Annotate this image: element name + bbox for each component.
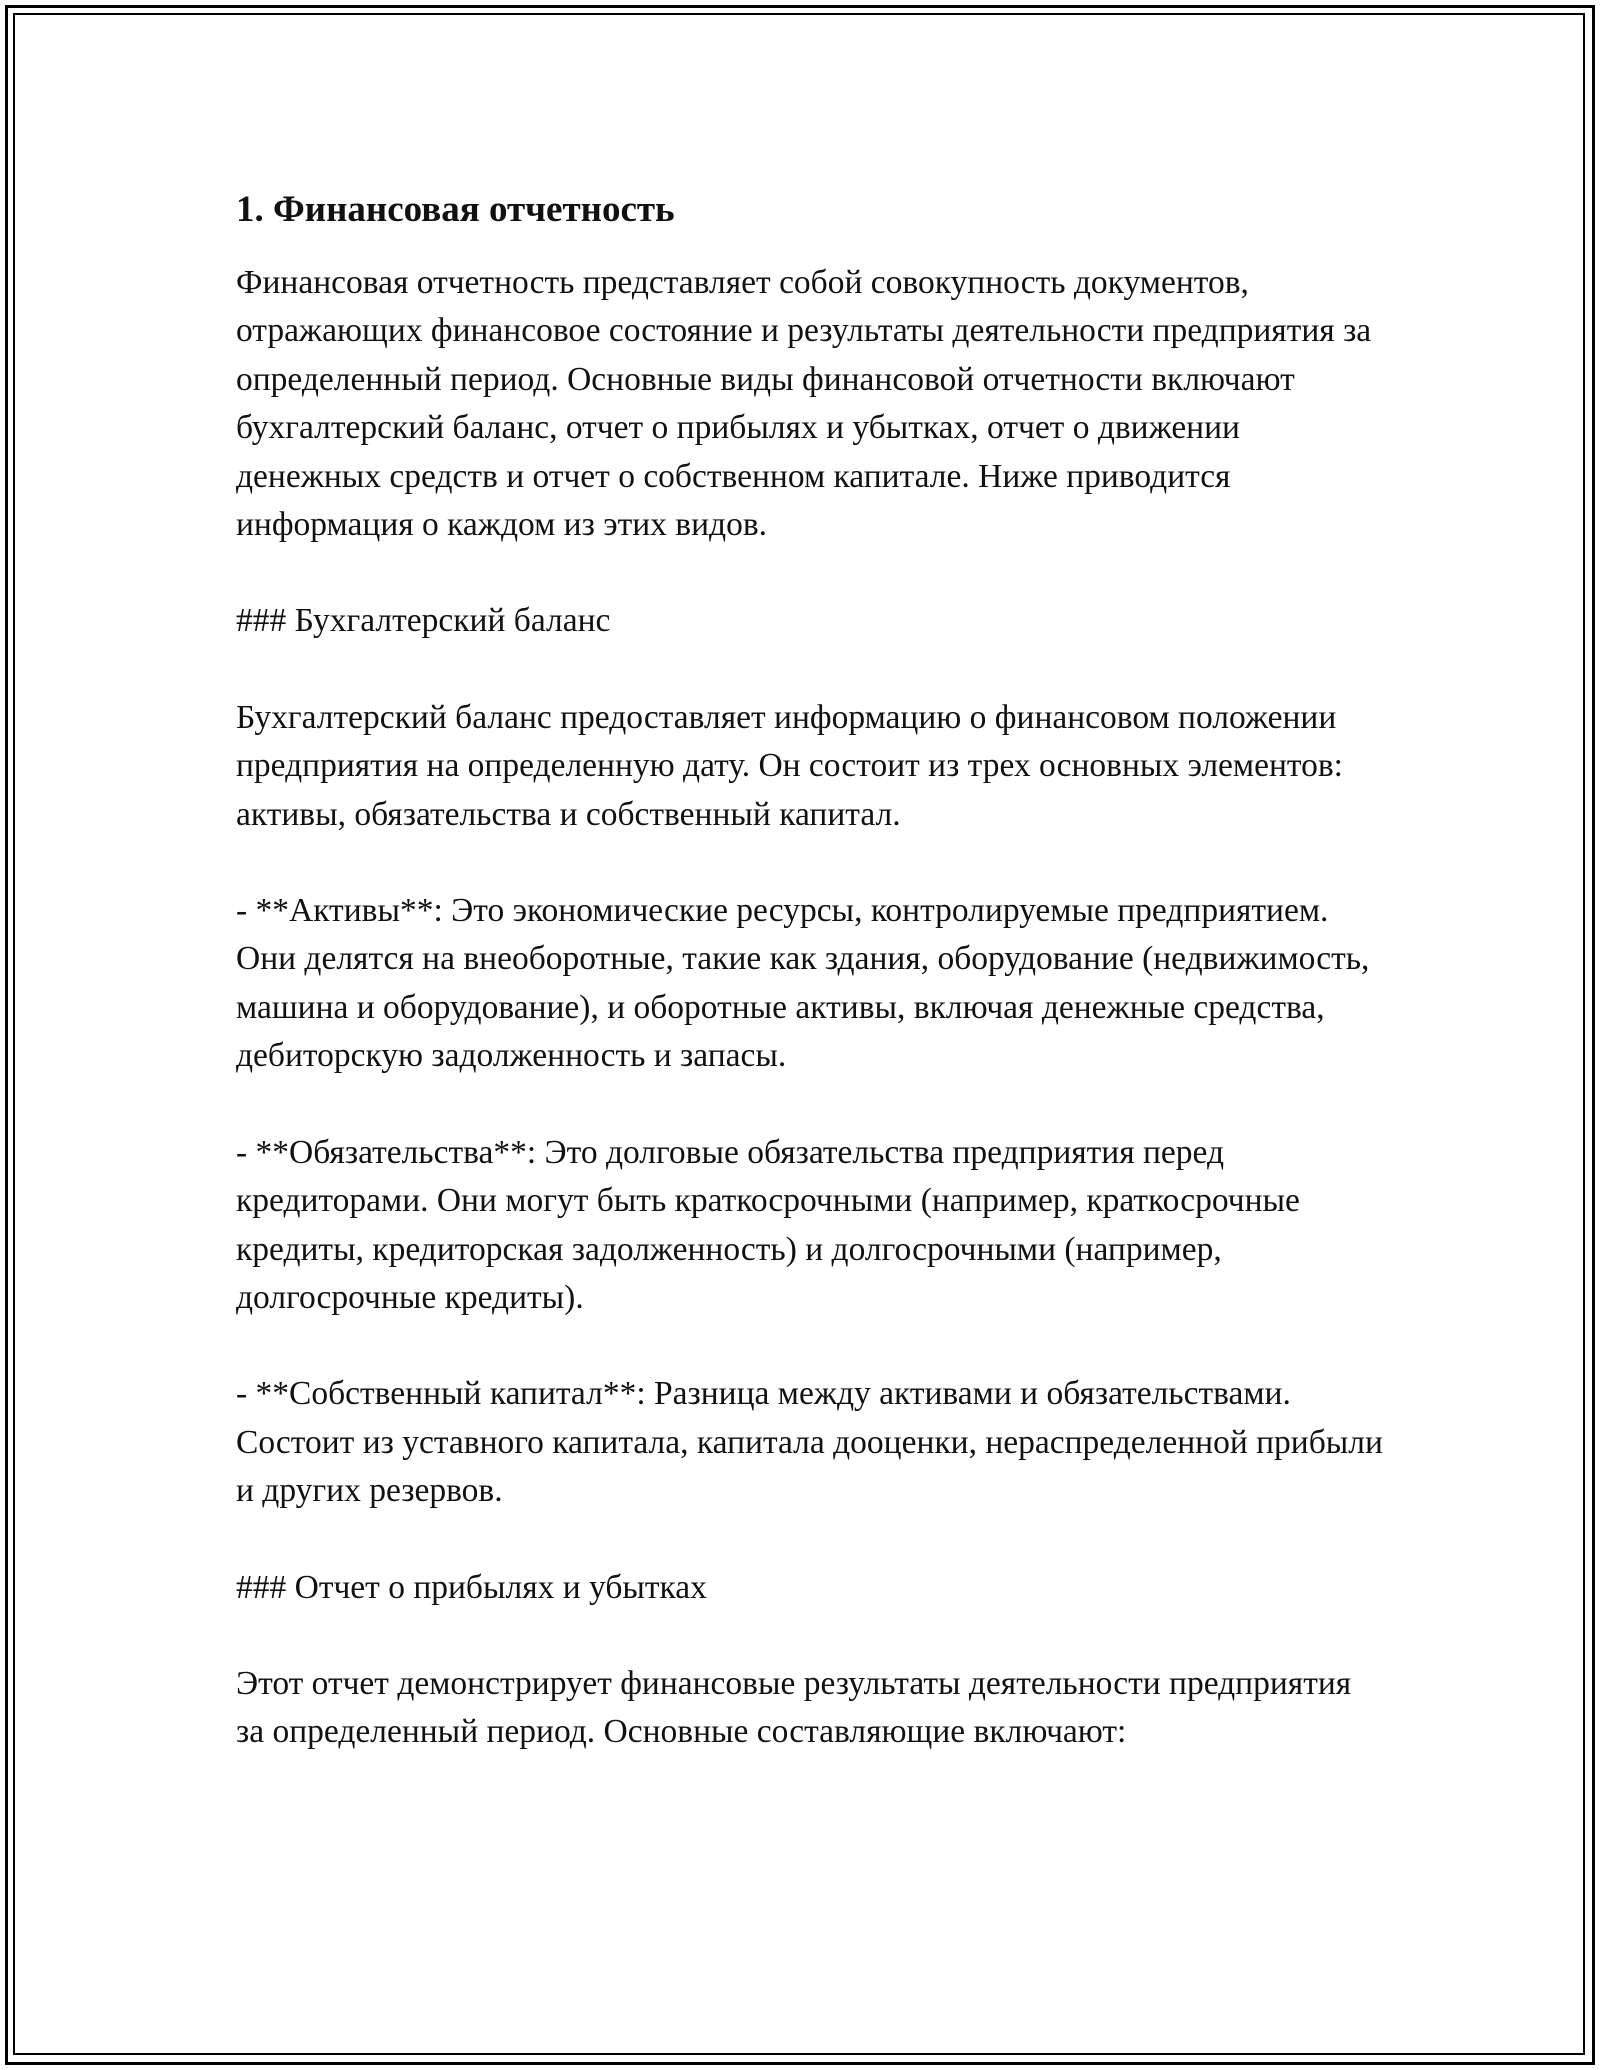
- income-paragraph: Этот отчет демонстрирует финансовые результаты деятельности предприятия за определенный период. Основные составляющие включают:: [236, 1664, 1352, 1751]
- intro-paragraph: Финансовая отчетность представляет собой совокупность документов, отражающих финансовое состояние и результаты деятельности предприятия за определенный период. Основные виды финансовой отчетности включают бухгалтерский баланс, отчет о прибылях и убытках, отчет о движении денежных средств и отчет о собственном капитале. Ниже приводится информация о каждом из этих видов.: [236, 264, 1372, 544]
- equity-list-item: - **Собственный капитал**: Разница между активами и обязательствами. Состоит из уставного капитала, капитала дооценки, нераспределенной прибыли и других резервов.: [236, 1375, 1383, 1510]
- section-heading-balance: ### Бухгалтерский баланс: [236, 602, 611, 640]
- document-body: [236, 185, 1386, 1805]
- section-heading-income: ### Отчет о прибылях и убытках: [236, 1568, 707, 1606]
- assets-list-item: - **Активы**: Это экономические ресурсы, контролируемые предприятием. Они делятся на внеоборотные, такие как здания, оборудование (недвижимость, машина и оборудование), и оборотные активы, включая денежные средства, дебиторскую задолженность и запасы.: [236, 892, 1370, 1075]
- document-title: 1. Финансовая отчетность: [236, 189, 675, 230]
- balance-paragraph: Бухгалтерский баланс предоставляет информацию о финансовом положении предприятия на определенную дату. Он состоит из трех основных элементов: активы, обязательства и собственный капитал.: [236, 698, 1343, 833]
- liabilities-list-item: - **Обязательства**: Это долговые обязательства предприятия перед кредиторами. Они могут быть краткосрочными (например, краткосрочные кредиты, кредиторская задолженность) и долгосрочными (например, долгосрочные кредиты).: [236, 1133, 1300, 1316]
